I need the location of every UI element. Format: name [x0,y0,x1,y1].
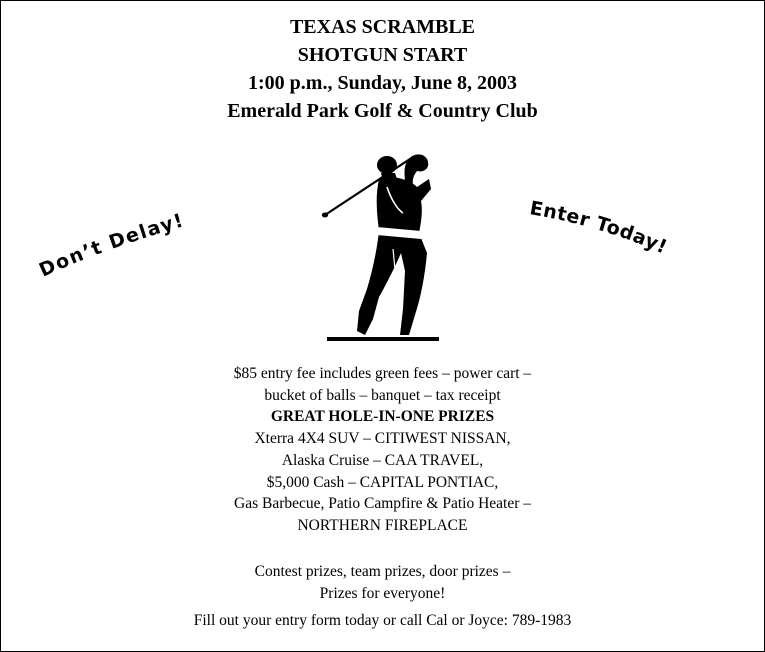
fee-line-1: $85 entry fee includes green fees – power cart – [233,365,532,382]
prizes-heading: GREAT HOLE-IN-ONE PRIZES [270,408,495,426]
slogan-left-text: Don’t Delay! [35,209,187,282]
svg-text:Enter Today! [528,197,670,258]
prize-line-3: $5,000 Cash – CAPITAL PONTIAC, [266,473,499,491]
contest-line-2: Prizes for everyone! [319,584,446,602]
svg-text:Don’t Delay! [36,209,187,281]
contest-line-1: Contest prizes, team prizes, door prizes – [254,563,511,580]
event-datetime: 1:00 p.m., Sunday, June 8, 2003 [248,72,517,94]
slogan-dont-delay [29,191,229,291]
prize-line-5: NORTHERN FIREPLACE [297,516,468,534]
slogan-enter-today [521,196,721,286]
slogan-right-text: Enter Today! [528,197,671,259]
golfer-silhouette-icon [317,149,447,345]
entry-details [1,363,764,537]
event-title: TEXAS SCRAMBLE [289,16,476,38]
event-format: SHOTGUN START [297,44,468,66]
event-header [1,13,764,125]
prize-line-2: Alaska Cruise – CAA TRAVEL, [281,451,484,469]
fee-line-2: bucket of balls – banquet – tax receipt [264,386,501,404]
event-venue: Emerald Park Golf & Country Club [227,100,538,122]
prize-line-1: Xterra 4X4 SUV – CITIWEST NISSAN, [254,430,511,448]
entry-call-to-action: Fill out your entry form today or call Cal or Joyce: 789-1983 [193,612,572,629]
prize-line-4: Gas Barbecue, Patio Campfire & Patio Heater – [234,495,531,513]
contest-prizes [1,561,764,604]
